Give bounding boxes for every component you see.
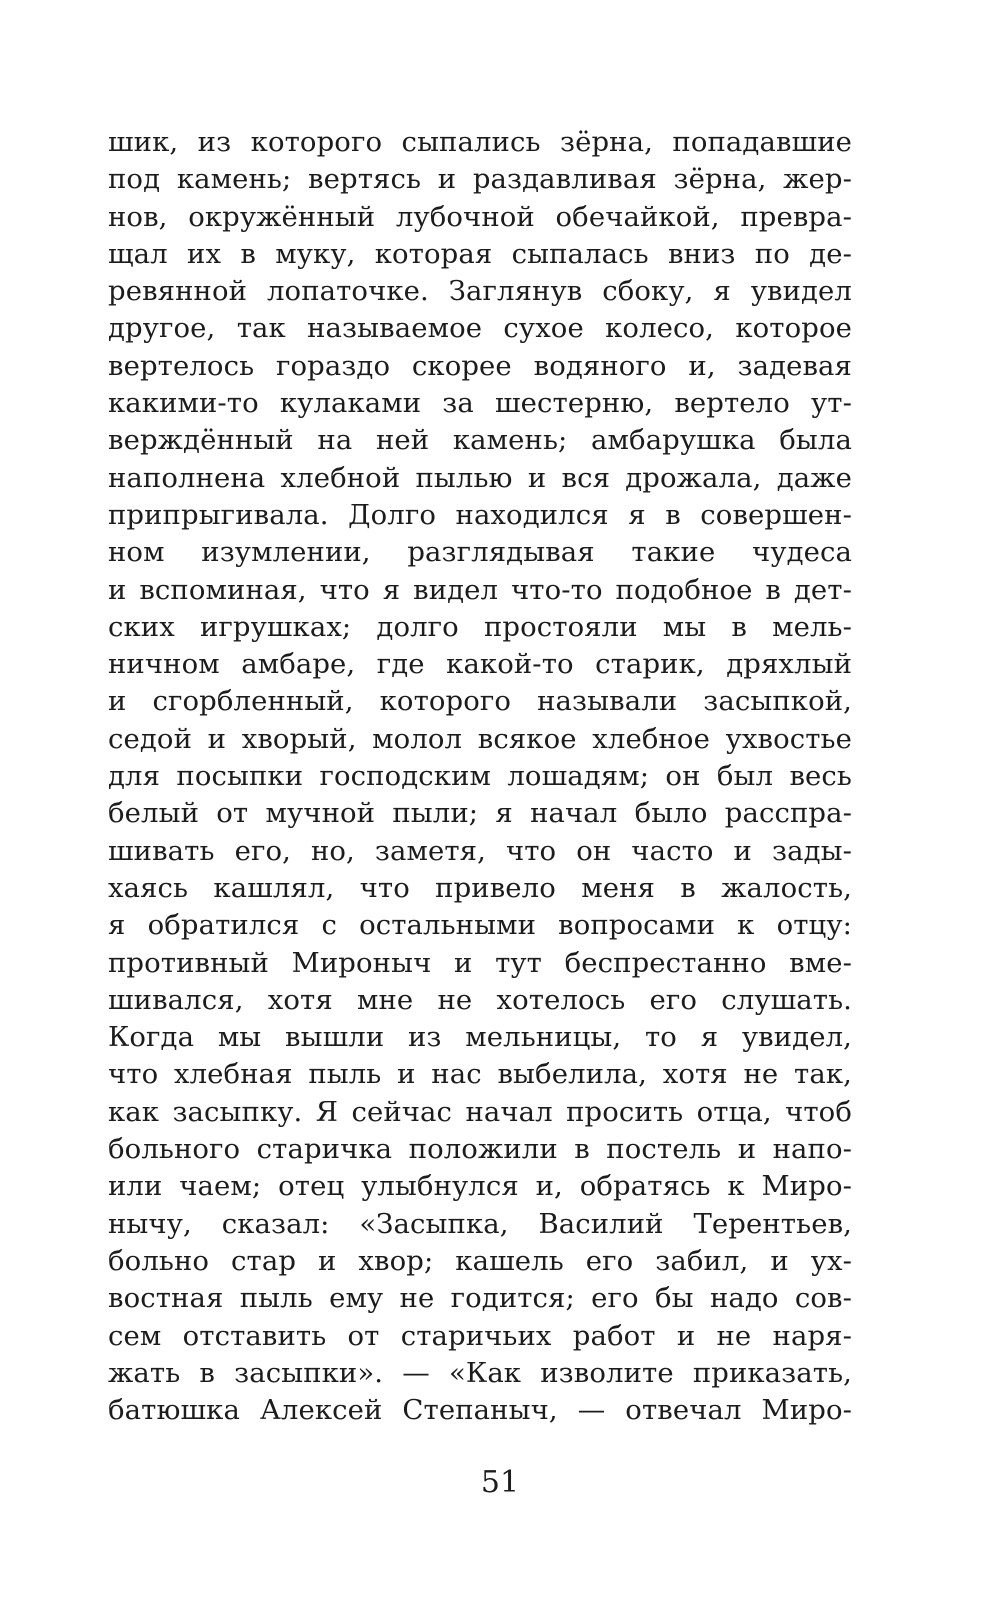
text-line: другое, так называемое сухое колесо, которое	[108, 312, 852, 345]
page-number: 51	[480, 1465, 520, 1500]
text-line: батюшка Алексей Степаныч, — отвечал Миро-	[108, 1394, 852, 1427]
text-line: белый от мучной пыли; я начал было расспра-	[108, 797, 852, 830]
text-line: больного старичка положили в постель и напо-	[108, 1133, 852, 1166]
text-line: и сгорбленный, которого называли засыпкой,	[108, 685, 852, 718]
text-line: щал их в муку, которая сыпалась вниз по де-	[108, 237, 852, 270]
text-line: нычу, сказал: «Засыпка, Василий Терентьев,	[108, 1207, 852, 1240]
text-line: верждённый на ней камень; амбарушка была	[108, 424, 852, 457]
text-line: востная пыль ему не годится; его бы надо сов-	[108, 1282, 852, 1315]
text-line: я обратился с остальными вопросами к отцу:	[108, 909, 852, 942]
text-line: шик, из которого сыпались зёрна, попадавшие	[108, 126, 852, 158]
text-line: больно стар и хвор; кашель его забил, и ух-	[108, 1244, 852, 1277]
text-line: или чаем; отец улыбнулся и, обратясь к Миро-	[108, 1170, 852, 1203]
text-line: шивать его, но, заметя, что он часто и зады-	[108, 834, 852, 867]
text-line: шивался, хотя мне не хотелось его слушать.	[108, 983, 852, 1016]
text-line: как засыпку. Я сейчас начал просить отца, чтоб	[108, 1095, 852, 1128]
text-line: ревянной лопаточке. Заглянув сбоку, я увидел	[108, 275, 852, 308]
text-line: наполнена хлебной пылью и вся дрожала, даже	[108, 461, 852, 494]
text-line: Когда мы вышли из мельницы, то я увидел,	[108, 1021, 852, 1054]
text-line: противный Мироныч и тут беспрестанно вме-	[108, 946, 852, 979]
text-line: ничном амбаре, где какой-то старик, дряхлый	[108, 648, 852, 681]
text-line: и вспоминая, что я видел что-то подобное в дет-	[108, 573, 852, 606]
text-line: для посыпки господским лошадям; он был весь	[108, 760, 852, 793]
text-line: ских игрушках; долго простояли мы в мель-	[108, 610, 852, 643]
text-line: вертелось гораздо скорее водяного и, задевая	[108, 349, 852, 382]
text-line: хаясь кашлял, что привело меня в жалость,	[108, 871, 852, 904]
body-text	[108, 124, 852, 1429]
text-line: что хлебная пыль и нас выбелила, хотя не так,	[108, 1058, 852, 1091]
text-line: сем отставить от старичьих работ и не наря-	[108, 1319, 852, 1352]
text-line: жать в засыпки». — «Как изволите приказать,	[108, 1356, 852, 1389]
text-line: под камень; вертясь и раздавливая зёрна, жер-	[108, 163, 852, 196]
text-line: нов, окружённый лубочной обечайкой, превра-	[108, 200, 852, 233]
text-line: седой и хворый, молол всякое хлебное ухвостье	[108, 722, 852, 755]
text-line: ном изумлении, разглядывая такие чудеса	[108, 536, 852, 569]
text-line: какими-то кулаками за шестерню, вертело ут-	[108, 387, 852, 420]
text-line: припрыгивала. Долго находился я в совершен-	[108, 498, 852, 531]
